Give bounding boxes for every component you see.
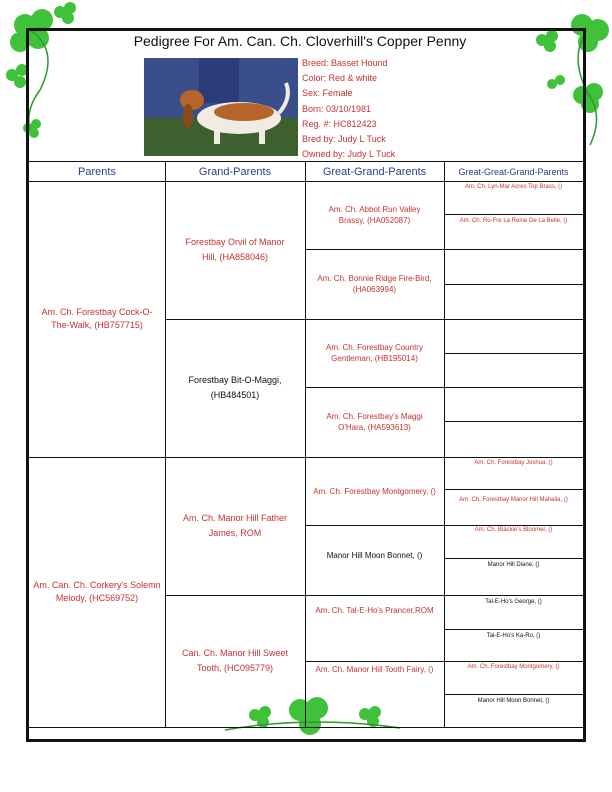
great-grandparent-cell: Am. Ch. Bonnie Ridge Fire-Bird, (HA063994): [317, 274, 432, 294]
color-text: Color: Red & white: [302, 73, 378, 84]
dog-info: [302, 56, 395, 162]
gggp-cell: Am. Ch. Forestbay Manor Hill Mahalia, (): [459, 497, 568, 503]
grandparent-cell: Forestbay Bit-O-Maggi, (HB484501): [188, 375, 282, 400]
gggp-cell: Manor Hill Moon Bonnet, (): [477, 698, 550, 704]
gggp-cell: Am. Ch. Ro-Fre La Reine De La Belle, (): [459, 218, 568, 224]
grandparent-cell: Am. Ch. Manor Hill Father James, ROM: [182, 513, 288, 538]
parent-dam: Am. Can. Ch. Corkery's Solemn Melody, (HC569752): [33, 580, 161, 603]
great-grandparent-cell: Am. Ch. Tal-E-Ho's Prancer,ROM: [315, 605, 434, 615]
owned-by-text: Owned by: Judy L Tuck: [302, 149, 396, 160]
great-grandparent-cell: Am. Ch. Abbot Run Valley Brassy, (HA052087): [328, 205, 421, 225]
gggp-cell: Am. Ch. Forestbay Montgomery, (): [467, 664, 560, 670]
parent-sire: Am. Ch. Forestbay Cock-O-The-Walk, (HB757715): [41, 307, 153, 330]
gggp-cell: Am. Ch. Blackie's Bloomer, (): [474, 527, 553, 533]
header-great-great-grandparents: Great-Great-Grand-Parents: [458, 167, 569, 177]
great-grandparent-cell: Am. Ch. Forestbay Montgomery, (): [313, 486, 436, 496]
dog-photo: [144, 58, 298, 156]
great-grandparent-cell: Manor Hill Moon Bonnet, (): [326, 551, 423, 560]
gggp-cell: Manor Hill Diane, (): [487, 562, 540, 568]
page-title: Pedigree For Am. Can. Ch. Cloverhill's Copper Penny: [133, 33, 467, 49]
reg-text: Reg. #: HC812423: [302, 118, 377, 129]
gggp-cell: Tal-E-Ho's Ka-Ro, (): [486, 633, 541, 639]
grandparent-cell: Can. Ch. Manor Hill Sweet Tooth, (HC095779): [181, 648, 289, 673]
grandparent-cell: Forestbay Orvil of Manor Hill, (HA858046): [185, 237, 285, 262]
bred-by-text: Bred by: Judy L Tuck: [302, 134, 386, 145]
gggp-cell: Am. Ch. Lyn-Mar Acres Top Brass, (): [464, 184, 563, 190]
gggp-divider: [444, 421, 583, 422]
gggp-divider: [444, 353, 583, 354]
great-grandparent-cell: Am. Ch. Manor Hill Tooth Fairy, (): [315, 664, 434, 674]
header-grandparents: Grand-Parents: [198, 166, 272, 178]
header-parents: Parents: [78, 166, 116, 178]
table-top-border: [29, 161, 583, 162]
basset-hound-image-icon: [144, 58, 298, 156]
born-text: Born: 03/10/1981: [302, 103, 372, 114]
great-grandparent-cell: Am. Ch. Forestbay Country Gentleman, (HB195014): [326, 343, 423, 363]
table-bottom-border: [29, 727, 583, 728]
gggp-cell: Am. Ch. Forestbay Joshua, (): [474, 460, 553, 466]
breed-text: Breed: Basset Hound: [302, 58, 388, 68]
gggp-divider: [444, 284, 583, 285]
gggp-cell: Tal-E-Ho's George, (): [485, 599, 542, 605]
header-great-grandparents: Great-Grand-Parents: [322, 166, 427, 178]
sex-text: Sex: Female: [302, 88, 353, 99]
great-grandparent-cell: Am. Ch. Forestbay's Maggi O'Hara, (HA593613): [326, 412, 423, 432]
